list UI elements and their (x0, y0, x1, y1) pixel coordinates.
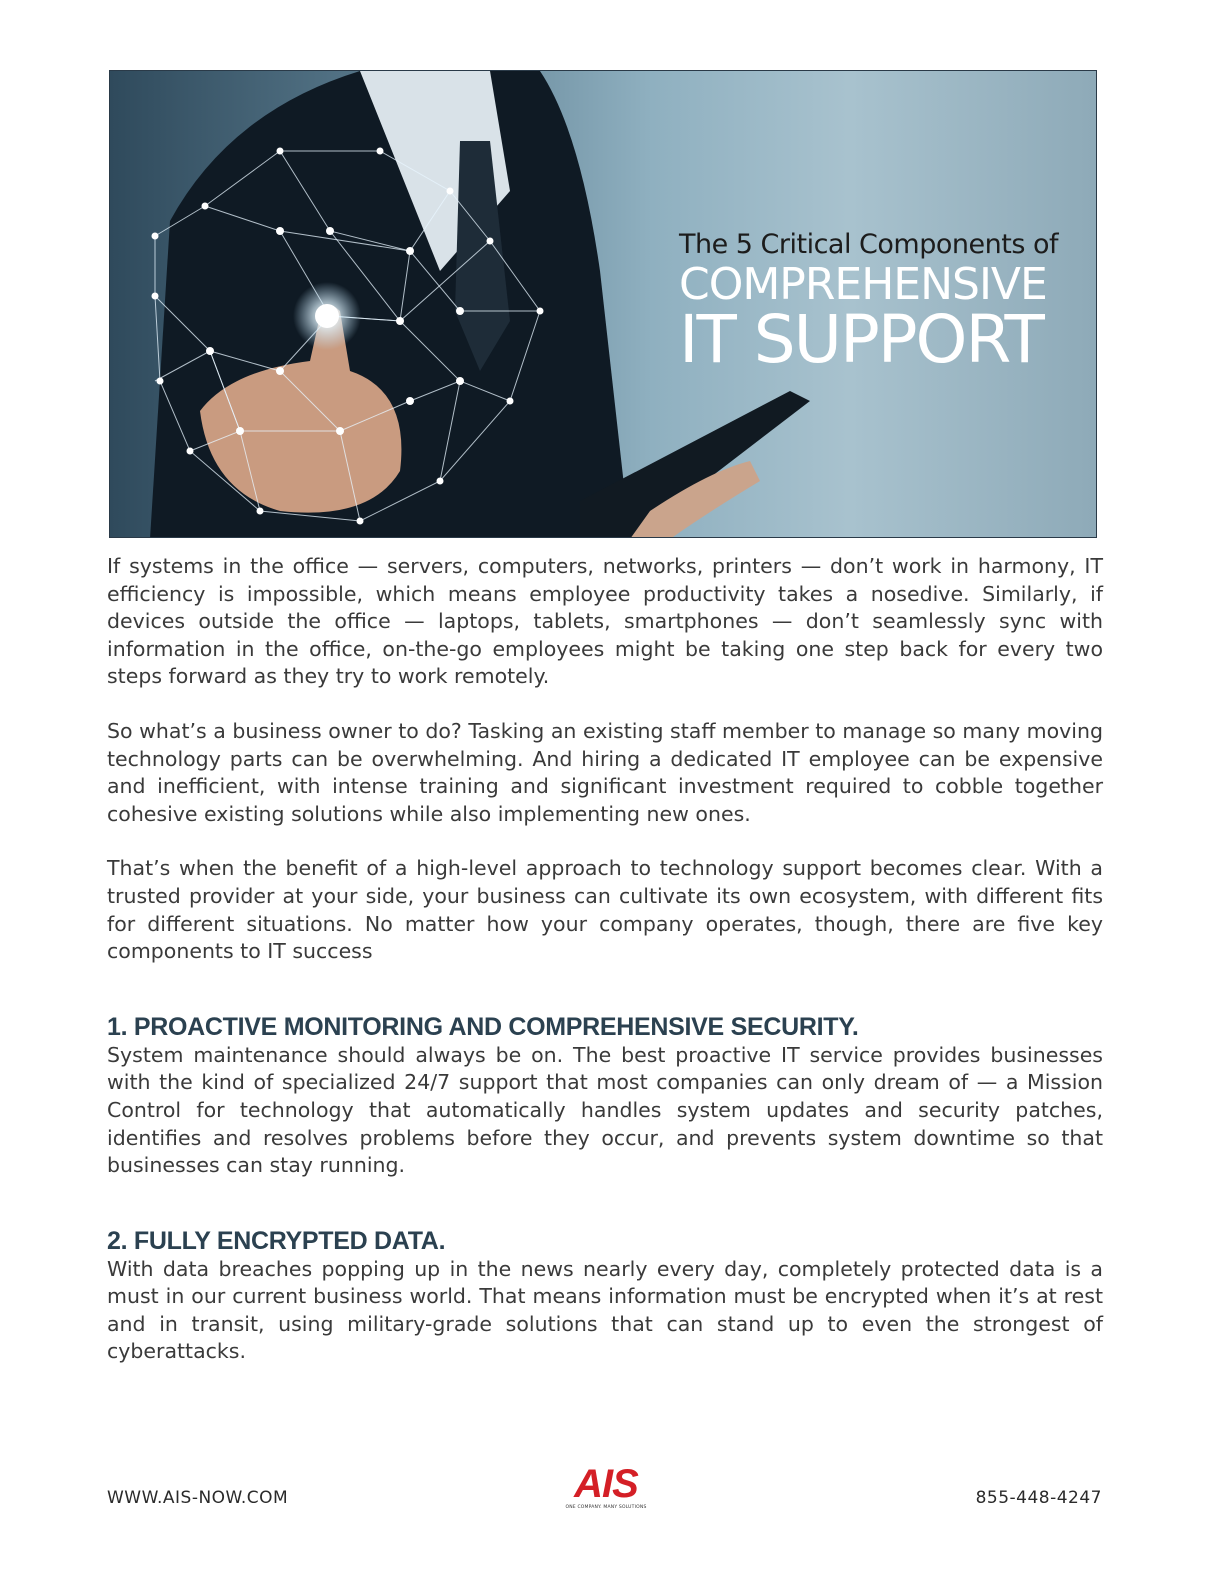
hero-title-line2: COMPREHENSIVE (678, 259, 1047, 310)
ais-logo (564, 1464, 648, 1510)
intro-paragraph: That’s when the benefit of a high-level approach to technology support becomes clear. With a trusted provider at your side, your business can cultivate its own ecosystem, with different fits for different situations. No matter how your company operates, though, there are five key components to IT success (107, 856, 1103, 964)
intro-paragraph: If systems in the office — servers, computers, networks, printers — don’t work in harmony, IT efficiency is impossible, which means employee productivity takes a nosedive. Similarly, if devices outside the office — laptops, tablets, smartphones — don’t seamlessly sync with information in the office, on-the-go employees might be taking one step back for every two steps forward as they try to work remotely. (107, 554, 1103, 689)
hero-title (678, 229, 1058, 378)
hero-banner (109, 70, 1097, 538)
section-heading: 1. PROACTIVE MONITORING AND COMPREHENSIVE SECURITY. (107, 1012, 859, 1041)
logo-tagline: ONE COMPANY. MANY SOLUTIONS (565, 1505, 647, 1510)
section-body: System maintenance should always be on. The best proactive IT service provides businesses with the kind of specialized 24/7 support that most companies can only dream of — a Mission Control for technology that automatically handles system updates and security patches, identifies and resolves problems before they occur, and prevents system downtime so that businesses can stay running. (107, 1042, 1103, 1178)
footer-website-link[interactable]: WWW.AIS-NOW.COM (107, 1488, 289, 1508)
hero-title-line3: IT SUPPORT (678, 301, 1043, 378)
logo-wordmark: AIS (574, 1462, 638, 1506)
intro-paragraph: So what’s a business owner to do? Tasking an existing staff member to manage so many moving technology parts can be overwhelming. And hiring a dedicated IT employee can be expensive and inefficient, with intense training and significant investment required to cobble together cohesive existing solutions while also implementing new ones. (107, 718, 1103, 826)
hero-title-line1: The 5 Critical Components of (678, 229, 1058, 260)
section-heading: 2. FULLY ENCRYPTED DATA. (107, 1226, 446, 1255)
footer-phone-number[interactable]: 855-448-4247 (975, 1488, 1102, 1508)
article-body (107, 553, 1103, 1393)
section-body: With data breaches popping up in the news nearly every day, completely protected data is a must in our current business world. That means information must be encrypted when it’s at rest and in transit, using military-grade solutions that can stand up to even the strongest of cyberattacks. (107, 1256, 1103, 1364)
